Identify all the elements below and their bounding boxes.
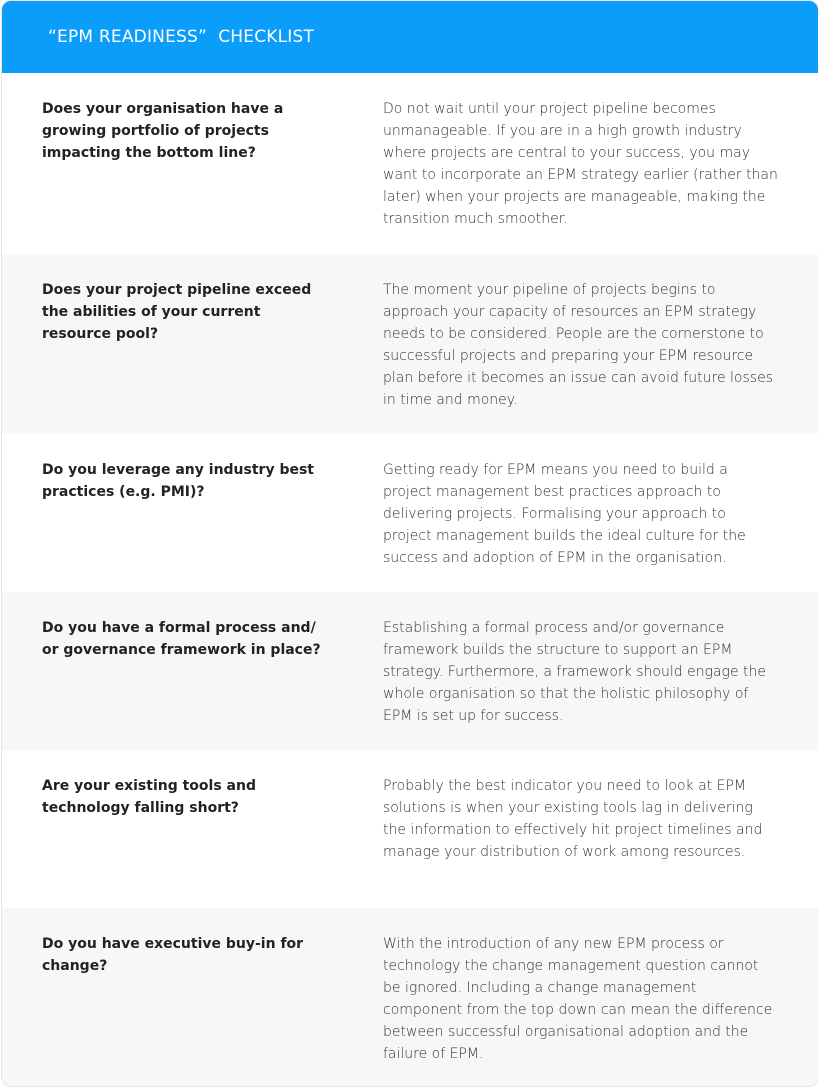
checklist-answer: Probably the best indicator you need to look at EPM solutions is when your existing tools lag in delivering the information to effectively hit project timelines and manage your distribution of work among resources. xyxy=(383,778,763,860)
checklist-row xyxy=(2,908,818,1086)
checklist-header xyxy=(2,1,818,73)
checklist-question: Does your project pipeline exceed the abilities of your current resource pool? xyxy=(42,282,312,342)
checklist-card xyxy=(1,0,818,1087)
checklist-row xyxy=(2,434,818,592)
checklist-answer: Getting ready for EPM means you need to build a project management best practices approach to delivering projects. Formalising your approach to project management builds the ideal culture for the success and adoption of EPM in the organisation. xyxy=(383,462,746,566)
checklist-row xyxy=(2,750,818,908)
checklist-answer: The moment your pipeline of projects begins to approach your capacity of resources an EPM strategy needs to be considered. People are the cornerstone to successful projects and preparing your EPM resource plan before it becomes an issue can avoid future losses in time and money. xyxy=(383,282,773,408)
checklist-question: Do you have a formal process and/ or governance framework in place? xyxy=(42,620,321,658)
checklist-question: Are your existing tools and technology falling short? xyxy=(42,778,256,816)
checklist-answer: Do not wait until your project pipeline becomes unmanageable. If you are in a high growth industry where projects are central to your success, you may want to incorporate an EPM strategy earlier (rather than later) when your projects are manageable, making the transition much smoother. xyxy=(383,101,778,227)
checklist-title: “EPM READINESS” CHECKLIST xyxy=(48,27,315,47)
checklist-answer: With the introduction of any new EPM process or technology the change management question cannot be ignored. Including a change management component from the top down can mean the difference between successful organisational adoption and the failure of EPM. xyxy=(383,936,773,1062)
checklist-question: Do you have executive buy-in for change? xyxy=(42,936,304,974)
checklist-row xyxy=(2,73,818,254)
checklist-question: Do you leverage any industry best practices (e.g. PMI)? xyxy=(42,462,314,500)
checklist-row xyxy=(2,592,818,750)
checklist-question: Does your organisation have a growing portfolio of projects impacting the bottom line? xyxy=(42,101,284,161)
checklist-row xyxy=(2,254,818,434)
checklist-answer: Establishing a formal process and/or governance framework builds the structure to support an EPM strategy. Furthermore, a framework should engage the whole organisation so that the holistic philosophy of EPM is set up for success. xyxy=(383,620,766,724)
